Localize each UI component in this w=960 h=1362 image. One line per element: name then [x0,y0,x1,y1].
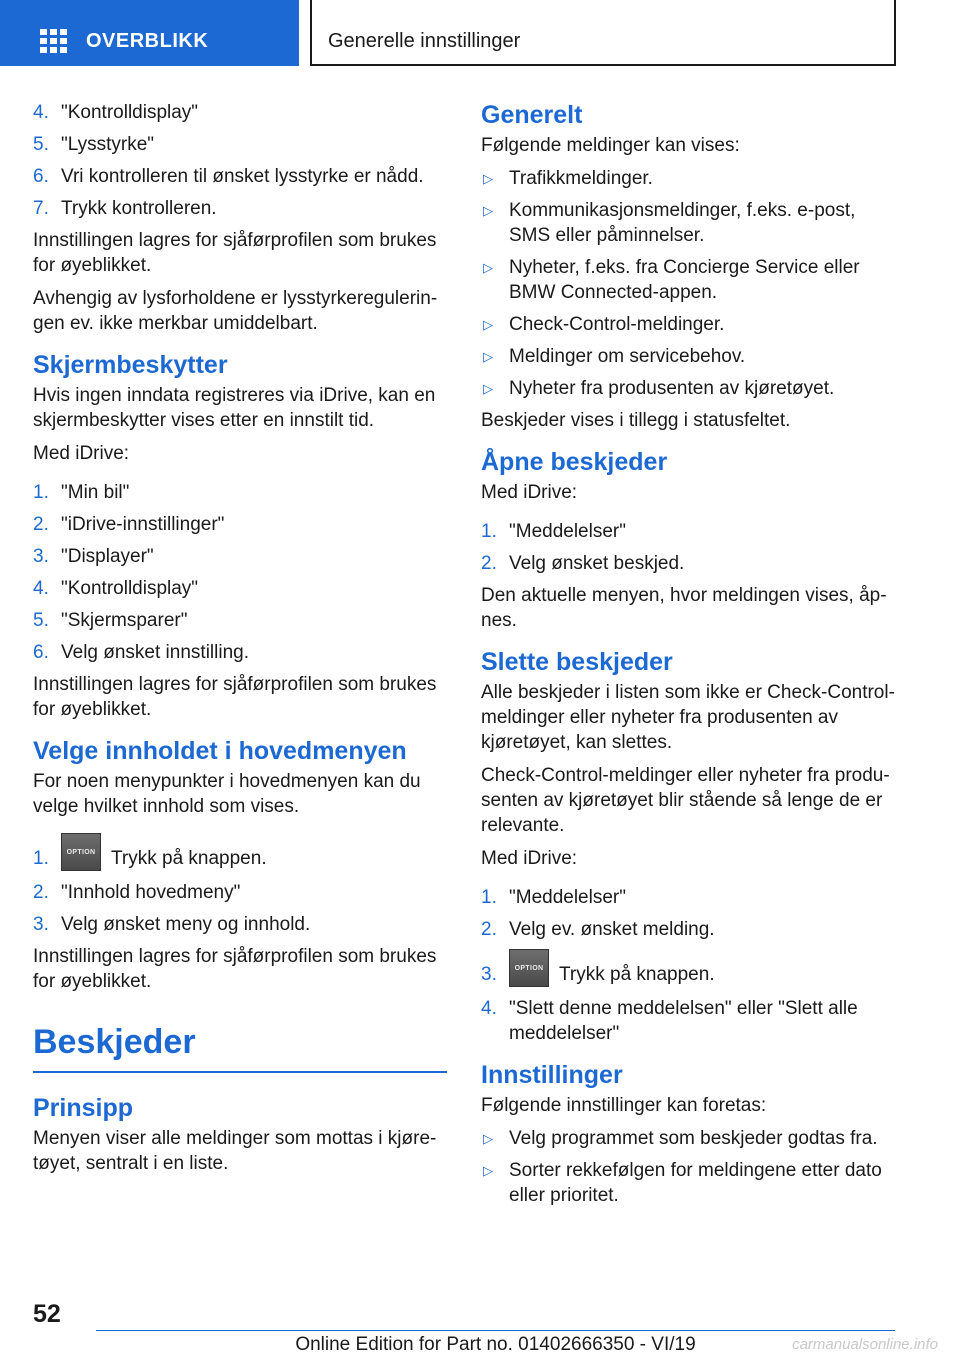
list-text: Trykk på knappen. [111,848,267,869]
paragraph: For noen menypunkter i hovedmenyen kan du velge hvilket innhold som vises. [33,771,421,817]
list-item [33,132,447,157]
triangle-bullet-icon: ▷ [483,203,493,218]
heading-messages: Beskjeder [33,1022,447,1073]
list-text: Velg ønsket beskjed. [509,553,685,574]
list-item [33,100,447,125]
list-number: 2. [481,919,497,940]
list-item [481,885,895,910]
option-button-icon: OPTION [509,949,549,987]
list-text: "Innhold hovedmeny" [61,882,241,903]
paragraph: Check-Control-meldinger eller nyheter fra produsenten av kjøretøyet blir stående så lenge de er relevante. [481,765,890,836]
list-item [33,544,447,569]
triangle-bullet-icon: ▷ [483,381,493,396]
list-text: "Meddelelser" [509,887,626,908]
paragraph: Hvis ingen inndata registreres via iDrive, kan en skjermbeskytter vises etter en innstilt tid. [33,385,436,431]
bullet-text: Kommunikasjonsmeldinger, f.eks. e-post, SMS eller påminnelser. [509,200,856,246]
heading-delete-messages: Slette beskjeder [481,648,673,676]
list-number: 2. [33,882,49,903]
triangle-bullet-icon: ▷ [483,171,493,186]
bullet-item [481,166,895,191]
list-text: "Meddelelser" [509,521,626,542]
list-number: 1. [33,482,49,503]
list-item [481,551,895,576]
list-text: "Min bil" [61,482,130,503]
paragraph: Med iDrive: [33,443,130,464]
page-header [0,0,960,66]
paragraph: Innstillingen lagres for sjåførprofilen som brukes for øyeblikket. [33,674,437,720]
paragraph: Følgende meldinger kan vises: [481,135,740,156]
list-number: 5. [33,134,49,155]
overview-label: OVERBLIKK [86,30,209,52]
right-column [481,100,895,1215]
overview-tab[interactable] [0,0,299,66]
list-number: 6. [33,166,49,187]
paragraph: Innstillingen lagres for sjåførprofilen som brukes for øyeblikket. [33,230,437,276]
heading-settings: Innstillinger [481,1061,623,1089]
paragraph: Med iDrive: [481,848,578,869]
list-text: Trykk på knappen. [559,964,715,985]
list-item [481,519,895,544]
bullet-item [481,198,895,248]
list-number: 3. [33,546,49,567]
list-item [481,949,895,987]
paragraph: Alle beskjeder i listen som ikke er Check-Control-meldinger eller nyheter fra produsenten av kjøretøyet, kan slettes. [481,682,895,753]
bullet-text: Velg programmet som beskjeder godtas fra. [509,1128,878,1149]
footer-divider [96,1330,895,1331]
triangle-bullet-icon: ▷ [483,317,493,332]
list-number: 3. [481,964,497,985]
triangle-bullet-icon: ▷ [483,260,493,275]
list-number: 1. [481,521,497,542]
heading-open-messages: Åpne beskjeder [481,448,668,476]
list-text: Velg ønsket innstilling. [61,642,249,663]
option-button-icon: OPTION [61,833,101,871]
edition-footer: Online Edition for Part no. 01402666350 - VI/19 [295,1334,696,1355]
list-number: 1. [33,848,49,869]
left-column [33,100,447,1184]
list-text: "Kontrolldisplay" [61,578,199,599]
list-number: 5. [33,610,49,631]
heading-main-menu: Velge innholdet i hovedmenyen [33,737,407,765]
list-item [33,608,447,633]
list-item [33,833,447,871]
heading-principle: Prinsipp [33,1094,134,1122]
paragraph: Innstillingen lagres for sjåførprofilen som brukes for øyeblikket. [33,946,437,992]
bullet-item [481,1126,895,1151]
list-item [481,917,895,942]
grid-icon [40,29,67,53]
triangle-bullet-icon: ▷ [483,1163,493,1178]
bullet-item [481,376,895,401]
list-number: 7. [33,198,49,219]
list-number: 2. [481,553,497,574]
bullet-text: Nyheter fra produsenten av kjøretøyet. [509,378,835,399]
bullet-item [481,312,895,337]
list-item [33,512,447,537]
list-number: 6. [33,642,49,663]
paragraph: Beskjeder vises i tillegg i statusfeltet. [481,410,791,431]
list-item [33,576,447,601]
paragraph: Med iDrive: [481,482,578,503]
list-text: "iDrive-innstillinger" [61,514,225,535]
list-text: Velg ev. ønsket melding. [509,919,715,940]
list-item [33,480,447,505]
bullet-text: Meldinger om servicebehov. [509,346,746,367]
paragraph: Avhengig av lysforholdene er lysstyrkereguleringen ev. ikke merkbar umiddelbart. [33,288,438,334]
list-text: "Lysstyrke" [61,134,155,155]
list-number: 4. [33,578,49,599]
list-number: 2. [33,514,49,535]
page-number: 52 [33,1300,61,1328]
list-text: Vri kontrolleren til ønsket lysstyrke er nådd. [61,166,424,187]
bullet-item [481,1158,895,1208]
list-item [33,912,447,937]
triangle-bullet-icon: ▷ [483,349,493,364]
paragraph: Menyen viser alle meldinger som mottas i kjøretøyet, sentralt i en liste. [33,1128,437,1174]
bullet-item [481,255,895,305]
watermark: carmanualsonline.info [792,1336,938,1353]
list-text: "Slett denne meddelelsen" eller "Slett alle meddelelser" [509,998,858,1044]
section-title-tab[interactable] [310,0,896,66]
list-number: 3. [33,914,49,935]
bullet-text: Nyheter, f.eks. fra Concierge Service eller BMW Connected-appen. [509,257,860,303]
list-number: 4. [481,998,497,1019]
paragraph: Den aktuelle menyen, hvor meldingen vises, åpnes. [481,585,887,631]
list-number: 4. [33,102,49,123]
list-text: "Skjermsparer" [61,610,188,631]
heading-general: Generelt [481,101,583,129]
list-number: 1. [481,887,497,908]
list-item [33,880,447,905]
list-item [481,996,895,1046]
list-item [33,640,447,665]
list-text: Trykk kontrolleren. [61,198,217,219]
triangle-bullet-icon: ▷ [483,1131,493,1146]
list-text: "Kontrolldisplay" [61,102,199,123]
paragraph: Følgende innstillinger kan foretas: [481,1095,767,1116]
heading-screensaver: Skjermbeskytter [33,351,228,379]
section-title: Generelle innstillinger [328,30,521,52]
list-item [33,164,447,189]
list-text: "Displayer" [61,546,154,567]
bullet-text: Check-Control-meldinger. [509,314,725,335]
bullet-text: Sorter rekkefølgen for meldingene etter dato eller prioritet. [509,1160,882,1206]
list-item [33,196,447,221]
bullet-item [481,344,895,369]
bullet-text: Trafikkmeldinger. [509,168,653,189]
list-text: Velg ønsket meny og innhold. [61,914,311,935]
